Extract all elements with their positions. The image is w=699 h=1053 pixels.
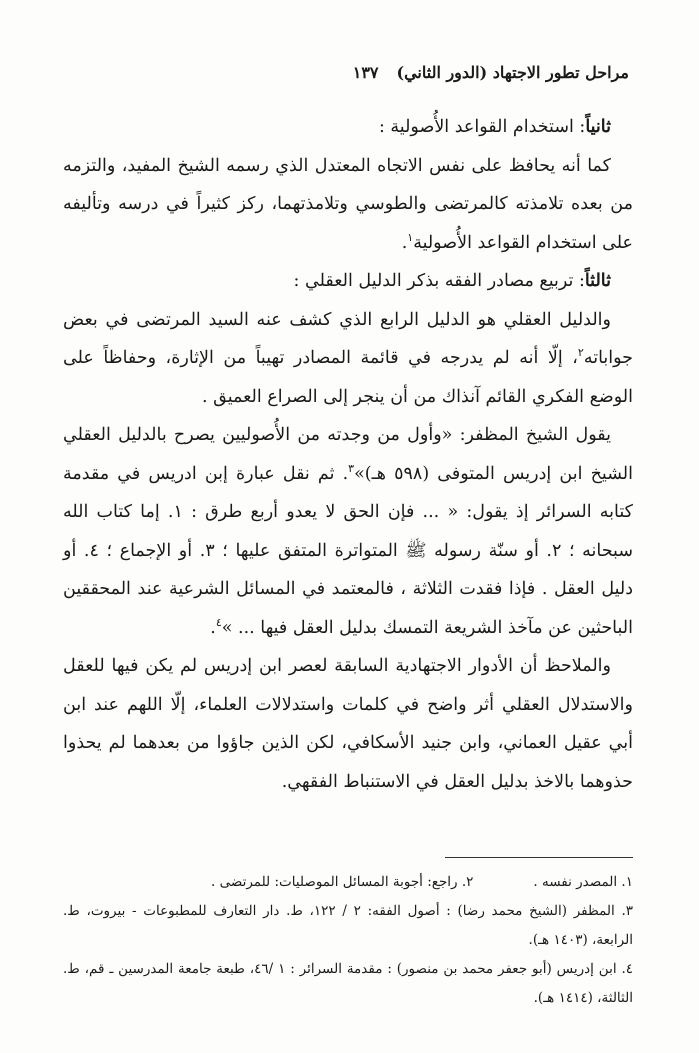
running-header [65,60,629,86]
paragraph: يقول الشيخ المظفر: «وأول من وجدته من الأُصوليين يصرح بالدليل العقلي الشيخ ابن إدريس المتوفى (٥٩٨ هـ)»$^٣$. ثم نقل عبارة إبن ادريس في مقدمة كتابه السرائر إذ يقول: « ... فإن الحق لا يعدو أربع طرق : ١. إما كتاب الله سبحانه ؛ ٢. أو سنّة رسوله ﷺ المتواترة المتفق عليها ؛ ٣. أو الإجماع ؛ ٤. أو دليل العقل . فإذا فقدت الثلاثة ، فالمعتمد في المسائل الشرعية عند المحققين الباحثين عن مآخذ الشريعة التمسك بدليل العقل فيها ... »$^٤$. [63,425,633,638]
paragraph: والدليل العقلي هو الدليل الرابع الذي كشف عنه السيد المرتضى في بعض جواباته$^٢$، إلّا أنه لم يدرجه في قائمة المصادر تهيباً من الإثارة، وحفاظاً على الوضع الفكري القائم آنذاك من أن ينجر إلى الصراع العميق . [63,309,633,407]
paragraph: والملاحظ أن الأدوار الاجتهادية السابقة لعصر ابن إدريس لم يكن فيها للعقل والاستدلال العقلي أثر واضح في كلمات واستدلالات العلماء، إلّا اللهم عند ابن أبي عقيل العماني، وابن جنيد الأسكافي، لكن الذين جاؤوا من بعدهما لم يحذوا حذوهما بالاخذ بدليل العقل في الاستنباط الفقهي. [63,656,633,792]
header-title: مراحل تطور الاجتهاد (الدور الثاني) [396,63,629,82]
page-number: ١٣٧ [352,63,379,82]
footnote-1: ١. المصدر نفسه . [533,874,633,890]
heading-label: ثانياً [585,117,611,137]
section-heading-3 [63,262,633,301]
footnote-ref[interactable]: ١ [407,230,414,244]
footnote-ref[interactable]: ٢ [577,346,584,360]
section-heading-2 [63,108,633,147]
heading-label: ثالثاً [584,271,611,291]
footnote-3: ٣. المظفر (الشيخ محمد رضا) : أصول الفقه: ٢ / ١٢٢، ط. دار التعارف للمطبوعات - بيروت، ط. الرابعة، (١٤٠٣ هـ). [63,903,633,948]
footnotes [63,868,633,1013]
paragraph: كما أنه يحافظ على نفس الاتجاه المعتدل الذي رسمه الشيخ المفيد، والتزمه من بعده تلامذته كالمرتضى والطوسي وتلامذتهما، ركز كثيراً في درسه وتأليفه على استخدام القواعد الأُصولية$^١$. [63,155,633,253]
footnote-2: ٢. راجع: أجوبة المسائل الموصليات: للمرتضى . [211,874,474,890]
footnote-divider [445,857,633,858]
footnote-ref[interactable]: ٣ [348,461,355,475]
heading-text: : تربيع مصادر الفقه بذكر الدليل العقلي : [293,271,585,291]
body-text [63,108,633,801]
footnote-ref[interactable]: ٤ [215,615,222,629]
footnote-row [63,868,633,897]
heading-text: : استخدام القواعد الأُصولية : [378,117,586,137]
footnote-4: ٤. ابن إدريس (أبو جعفر محمد بن منصور) : مقدمة السرائر : ١ /٤٦، طبعة جامعة المدرسين ـ قم، ط. الثالثة، (١٤١٤ هـ). [63,961,634,1006]
